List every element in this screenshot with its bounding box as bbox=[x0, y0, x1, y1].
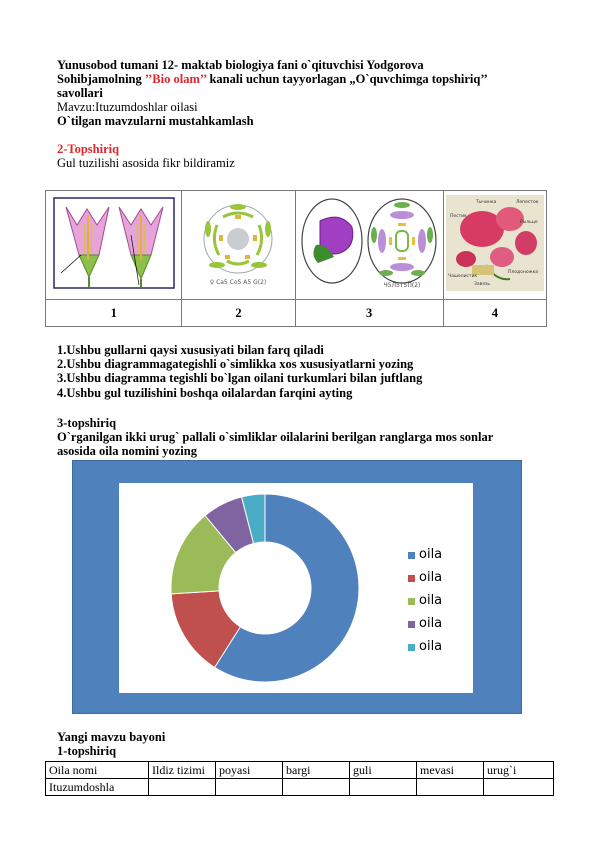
image-number-2: 2 bbox=[182, 300, 295, 327]
header-cell: bargi bbox=[283, 762, 350, 779]
topic-line: Mavzu:Ituzumdoshlar oilasi bbox=[57, 100, 198, 114]
header-cell: poyasi bbox=[216, 762, 283, 779]
channel-line bbox=[57, 72, 488, 86]
legend-swatch bbox=[408, 621, 415, 628]
legend-label: oila bbox=[419, 593, 443, 608]
label-petal: Лепесток bbox=[515, 199, 539, 205]
table-cell bbox=[484, 779, 554, 796]
legend-label: oila bbox=[419, 547, 443, 562]
table-cell bbox=[283, 779, 350, 796]
label-stamen: Тычинка bbox=[475, 199, 497, 205]
header-cell: Ildiz tizimi bbox=[149, 762, 216, 779]
channel-name: ’’Bio olam’’ bbox=[144, 72, 207, 86]
legend-swatch bbox=[408, 644, 415, 651]
legend-item-2 bbox=[419, 570, 442, 585]
legend-label: oila bbox=[419, 570, 443, 585]
author-line: Yunusobod tumani 12- maktab biologiya fani o`qituvchisi Yodgorova bbox=[57, 58, 424, 72]
family-table bbox=[45, 761, 554, 796]
legend-swatch bbox=[408, 575, 415, 582]
label-ovary: Завязь bbox=[473, 281, 490, 287]
header-cell: urug`i bbox=[484, 762, 554, 779]
flower-and-diagram-image bbox=[298, 195, 440, 291]
task2-subtitle: Gul tuzilishi asosida fikr bildiramiz bbox=[57, 156, 235, 170]
table-cell bbox=[417, 779, 484, 796]
task2-title: 2-Topshiriq bbox=[57, 142, 120, 156]
label-stigma: Рыльце bbox=[519, 219, 538, 225]
question-1: 1.Ushbu gullarni qaysi xususiyati bilan farq qiladi bbox=[57, 343, 324, 357]
formula-caption: ♀ Ca5 Co5 A5 G(2) bbox=[210, 278, 267, 286]
header-cell: mevasi bbox=[417, 762, 484, 779]
image-number-4: 4 bbox=[443, 300, 546, 327]
new-topic-task1: 1-topshiriq bbox=[57, 744, 117, 758]
flower-diagram-image bbox=[187, 195, 289, 291]
channel-line-pre: Sohibjamolning bbox=[57, 72, 145, 86]
table-cell: Ituzumdoshla bbox=[46, 779, 149, 796]
legend-item-4 bbox=[419, 616, 442, 631]
image-number-3: 3 bbox=[295, 300, 443, 327]
task3-title: 3-topshiriq bbox=[57, 416, 117, 430]
label-pistil: Пестик bbox=[449, 213, 467, 219]
legend-label: oila bbox=[419, 639, 443, 654]
header-cell: Oila nomi bbox=[46, 762, 149, 779]
donut-chart bbox=[165, 483, 365, 693]
questions-word: savollari bbox=[57, 86, 103, 100]
question-3: 3.Ushbu diagramma tegishli bo`lgan oilani turkumlari bilan juftlang bbox=[57, 371, 423, 385]
image-number-1: 1 bbox=[46, 300, 182, 327]
flower-figure-table bbox=[45, 190, 547, 327]
table-cell bbox=[350, 779, 417, 796]
header-cell: guli bbox=[350, 762, 417, 779]
image-cell-2 bbox=[182, 191, 295, 300]
pea-flower-labeled-image bbox=[446, 195, 544, 291]
legend-item-5 bbox=[419, 639, 442, 654]
table-row bbox=[46, 779, 554, 796]
label-sepal: Чашелистик bbox=[447, 273, 478, 279]
question-2: 2.Ushbu diagrammagategishli o`simlikka xos xususiyatlarni yozing bbox=[57, 357, 414, 371]
label-stalk: Плодоножка bbox=[507, 269, 538, 275]
review-heading: O`tilgan mavzularni mustahkamlash bbox=[57, 114, 254, 128]
task3-line2: asosida oila nomini yozing bbox=[57, 444, 197, 458]
table-header-row bbox=[46, 762, 554, 779]
task3-line1: O`rganilgan ikki urug` pallali o`simliklar oilalarini berilgan ranglarga mos sonlar bbox=[57, 430, 494, 444]
legend-swatch bbox=[408, 598, 415, 605]
formula-caption-ru: Ч5Л5Т5П(2) bbox=[383, 281, 421, 289]
legend-swatch bbox=[408, 552, 415, 559]
chart-frame bbox=[72, 460, 522, 714]
chart-area bbox=[119, 483, 473, 693]
legend-item-1 bbox=[419, 547, 442, 562]
question-4: 4.Ushbu gul tuzilishini boshqa oilalardan farqini ayting bbox=[57, 386, 353, 400]
image-cell-1 bbox=[46, 191, 182, 300]
image-cell-3 bbox=[295, 191, 443, 300]
new-topic-title: Yangi mavzu bayoni bbox=[57, 730, 166, 744]
bell-flower-cross-section-image bbox=[51, 195, 177, 291]
image-cell-4 bbox=[443, 191, 546, 300]
legend-label: oila bbox=[419, 616, 443, 631]
table-cell bbox=[149, 779, 216, 796]
legend-item-3 bbox=[419, 593, 442, 608]
table-cell bbox=[216, 779, 283, 796]
channel-line-post: kanali uchun tayyorlagan „O`quvchimga topshiriq’’ bbox=[206, 72, 488, 86]
